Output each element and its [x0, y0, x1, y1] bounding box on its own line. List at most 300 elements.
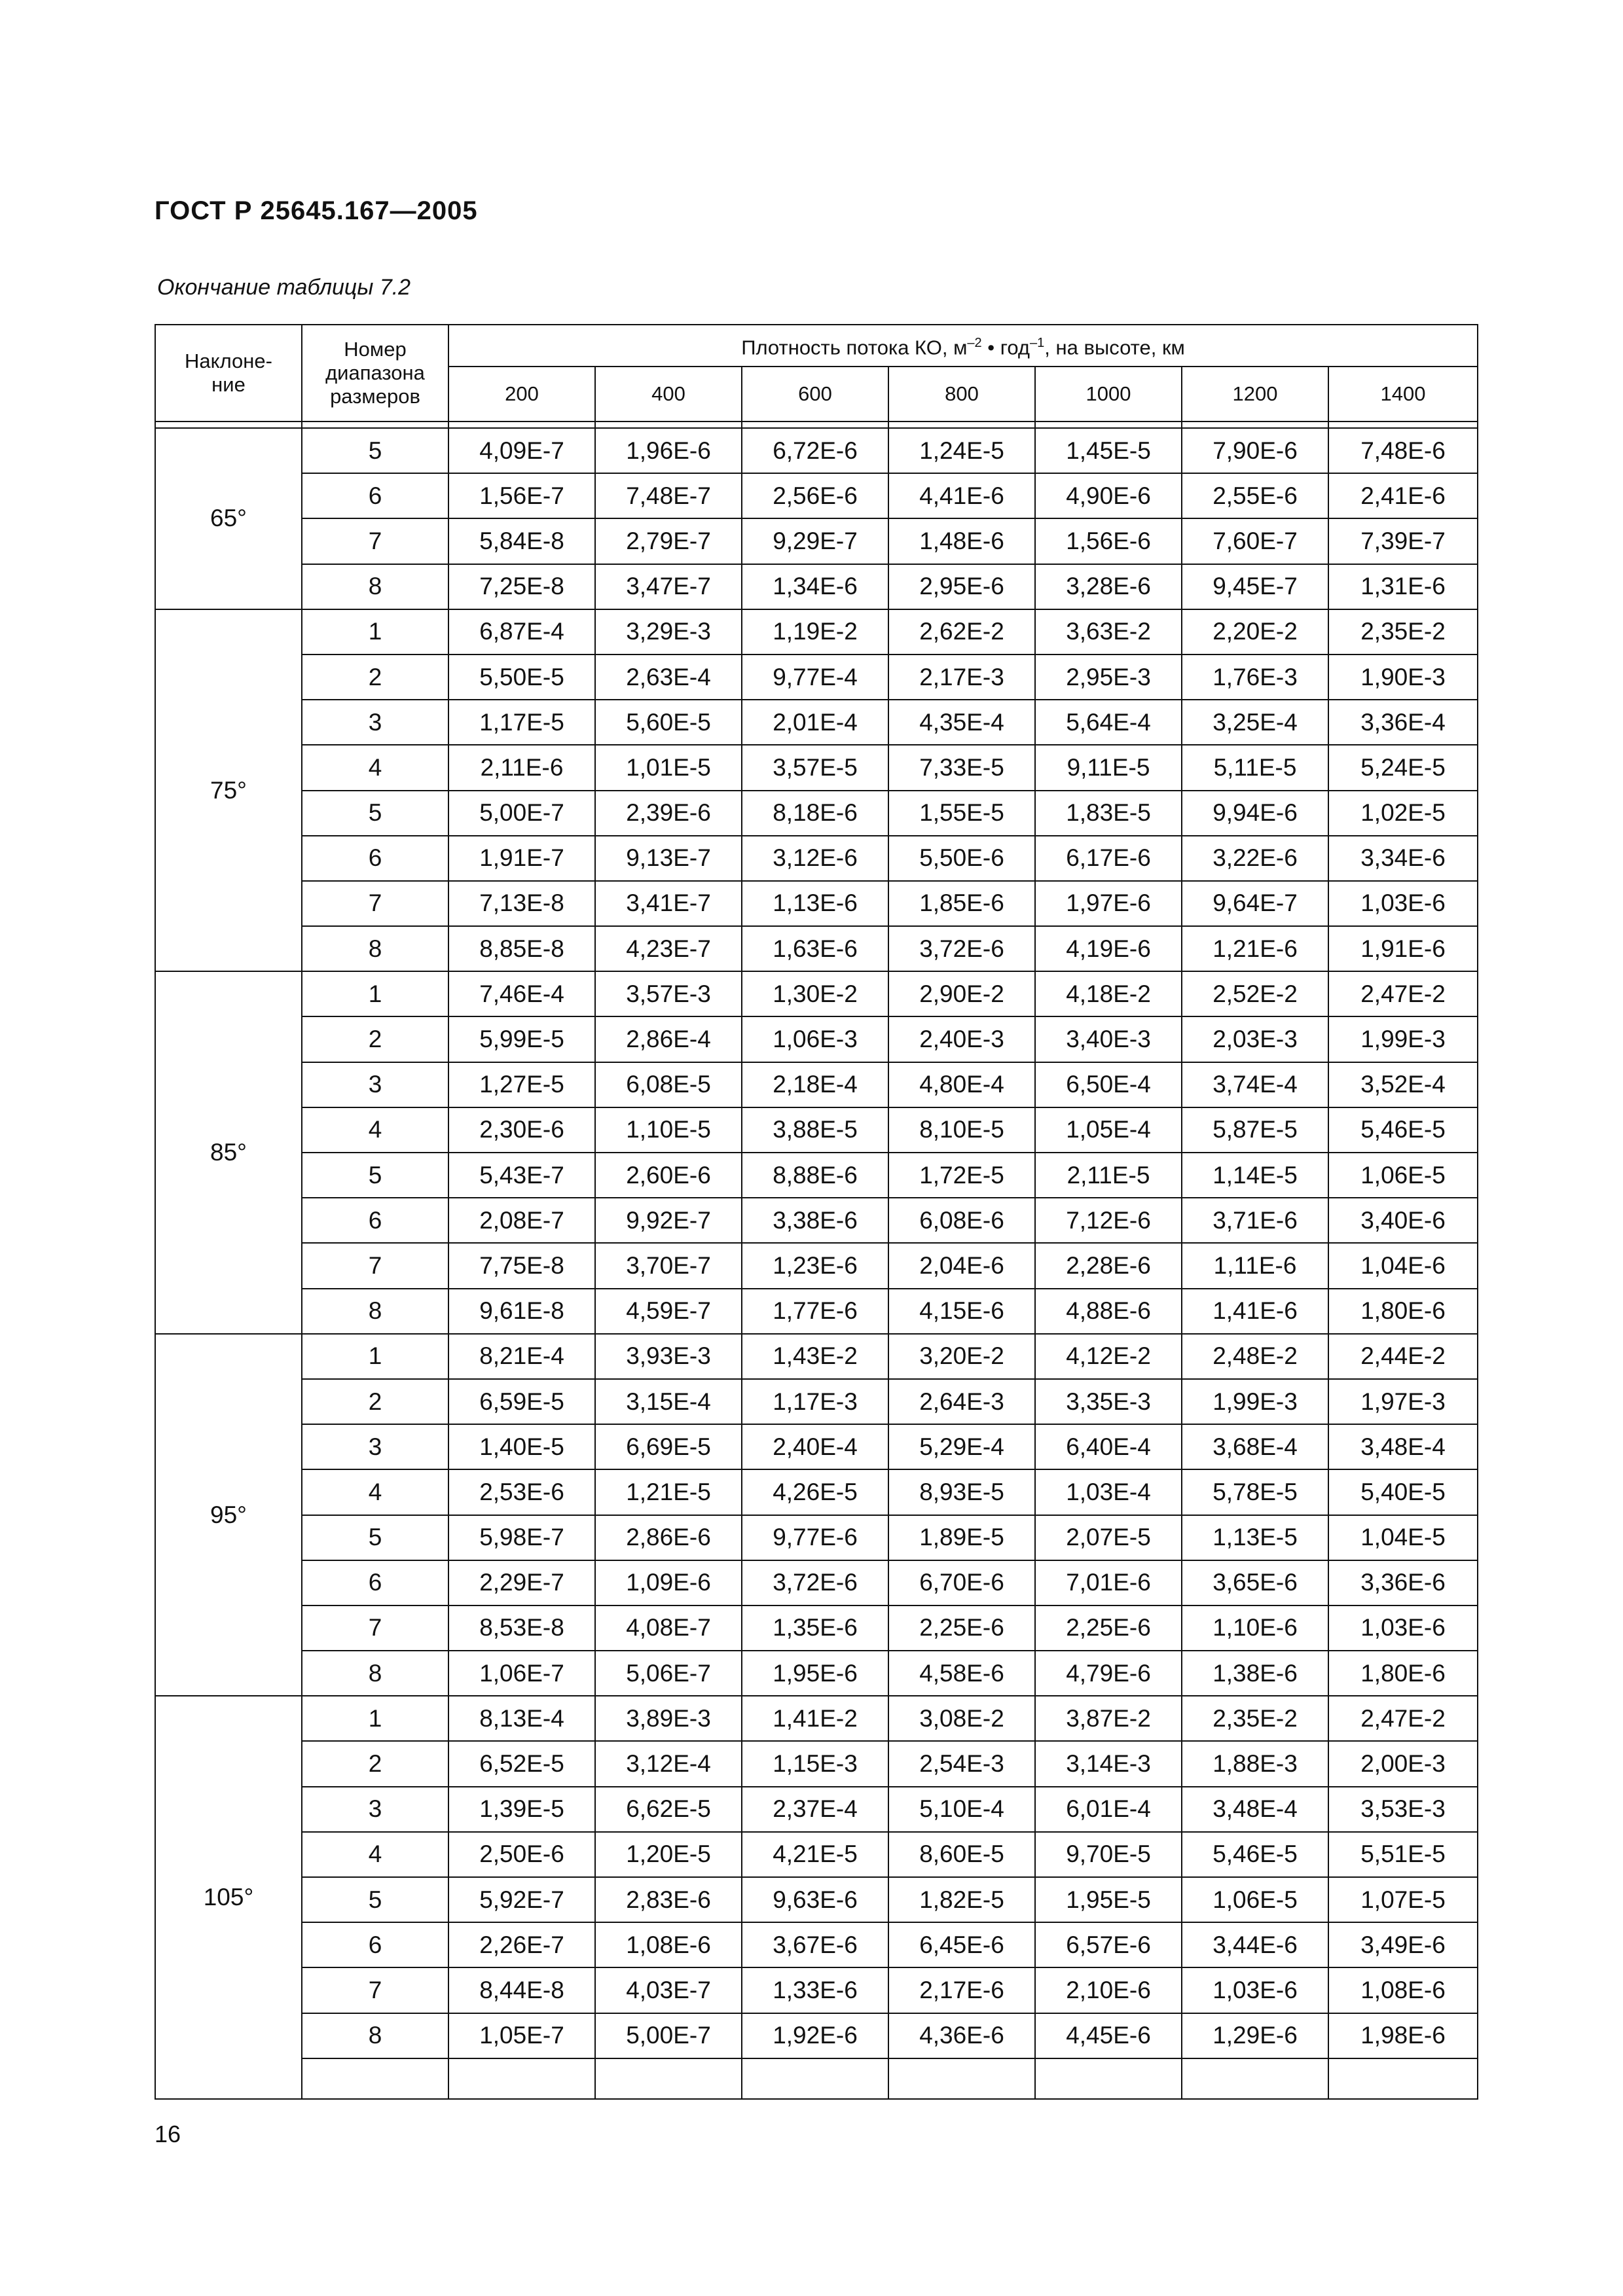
table-row — [155, 1787, 1478, 1832]
height-header: 1200 — [1182, 367, 1328, 422]
flux-value-cell: 4,26E-5 — [742, 1469, 888, 1515]
flux-value-cell: 7,48E-7 — [595, 473, 742, 518]
table-row — [155, 1243, 1478, 1288]
flux-value-cell: 3,47E-7 — [595, 564, 742, 609]
flux-value-cell: 2,17E-6 — [888, 1967, 1035, 2013]
flux-value-cell: 1,90E-3 — [1328, 655, 1478, 700]
table-row — [155, 700, 1478, 745]
flux-value-cell: 1,77E-6 — [742, 1289, 888, 1334]
flux-value-cell: 1,30E-2 — [742, 971, 888, 1016]
empty-cell — [1182, 2058, 1328, 2099]
flux-value-cell: 2,53E-6 — [448, 1469, 595, 1515]
flux-value-cell: 9,11E-5 — [1035, 745, 1182, 790]
size-range-cell: 3 — [302, 1787, 448, 1832]
flux-value-cell: 3,12E-4 — [595, 1741, 742, 1786]
flux-value-cell: 3,72E-6 — [888, 926, 1035, 971]
flux-value-cell: 4,12E-2 — [1035, 1334, 1182, 1379]
flux-value-cell: 1,11E-6 — [1182, 1243, 1328, 1288]
size-range-cell: 4 — [302, 1107, 448, 1153]
size-range-cell: 8 — [302, 1651, 448, 1696]
flux-value-cell: 7,33E-5 — [888, 745, 1035, 790]
flux-value-cell: 4,58E-6 — [888, 1651, 1035, 1696]
size-range-cell: 4 — [302, 745, 448, 790]
table-row — [155, 745, 1478, 790]
flux-value-cell: 8,60E-5 — [888, 1832, 1035, 1877]
flux-value-cell: 9,45E-7 — [1182, 564, 1328, 609]
flux-value-cell: 6,52E-5 — [448, 1741, 595, 1786]
flux-value-cell: 8,53E-8 — [448, 1605, 595, 1651]
flux-value-cell: 3,25E-4 — [1182, 700, 1328, 745]
flux-value-cell: 1,48E-6 — [888, 518, 1035, 564]
flux-density-table — [155, 324, 1478, 2100]
inclination-cell: 105° — [155, 1696, 302, 2099]
flux-value-cell: 1,06E-3 — [742, 1016, 888, 1062]
flux-density-header — [448, 325, 1478, 367]
flux-value-cell: 9,77E-6 — [742, 1515, 888, 1560]
flux-value-cell: 2,25E-6 — [888, 1605, 1035, 1651]
flux-value-cell: 7,75E-8 — [448, 1243, 595, 1288]
size-range-cell: 3 — [302, 700, 448, 745]
table-row — [155, 1016, 1478, 1062]
flux-value-cell: 4,36E-6 — [888, 2013, 1035, 2058]
inclination-cell: 95° — [155, 1334, 302, 1696]
table-row — [155, 1062, 1478, 1107]
flux-value-cell: 1,04E-6 — [1328, 1243, 1478, 1288]
flux-value-cell: 3,12E-6 — [742, 836, 888, 881]
flux-value-cell: 1,03E-6 — [1328, 881, 1478, 926]
flux-value-cell: 3,88E-5 — [742, 1107, 888, 1153]
table-row — [155, 2013, 1478, 2058]
size-range-cell: 5 — [302, 1153, 448, 1198]
height-header: 800 — [888, 367, 1035, 422]
flux-value-cell: 2,52E-2 — [1182, 971, 1328, 1016]
flux-value-cell: 3,68E-4 — [1182, 1424, 1328, 1469]
flux-value-cell: 1,31E-6 — [1328, 564, 1478, 609]
flux-value-cell: 1,35E-6 — [742, 1605, 888, 1651]
flux-value-cell: 7,46E-4 — [448, 971, 595, 1016]
table-row — [155, 655, 1478, 700]
size-range-cell: 2 — [302, 655, 448, 700]
flux-value-cell: 3,28E-6 — [1035, 564, 1182, 609]
flux-value-cell: 3,93E-3 — [595, 1334, 742, 1379]
size-range-cell: 5 — [302, 428, 448, 473]
flux-value-cell: 7,60E-7 — [1182, 518, 1328, 564]
flux-value-cell: 4,18E-2 — [1035, 971, 1182, 1016]
flux-value-cell: 2,35E-2 — [1182, 1696, 1328, 1741]
flux-value-cell: 3,36E-6 — [1328, 1560, 1478, 1605]
flux-value-cell: 2,08E-7 — [448, 1198, 595, 1243]
flux-value-cell: 1,03E-6 — [1182, 1967, 1328, 2013]
flux-value-cell: 1,99E-3 — [1182, 1379, 1328, 1424]
flux-value-cell: 5,46E-5 — [1182, 1832, 1328, 1877]
flux-value-cell: 9,13E-7 — [595, 836, 742, 881]
flux-value-cell: 7,39E-7 — [1328, 518, 1478, 564]
flux-value-cell: 2,55E-6 — [1182, 473, 1328, 518]
size-range-cell: 6 — [302, 1198, 448, 1243]
table-row — [155, 1334, 1478, 1379]
inclination-column-header: Наклоне-ние — [155, 325, 302, 422]
height-header: 400 — [595, 367, 742, 422]
flux-value-cell: 2,41E-6 — [1328, 473, 1478, 518]
size-range-cell: 1 — [302, 609, 448, 655]
flux-value-cell: 9,94E-6 — [1182, 791, 1328, 836]
size-range-cell: 7 — [302, 518, 448, 564]
flux-value-cell: 3,20E-2 — [888, 1334, 1035, 1379]
flux-value-cell: 2,50E-6 — [448, 1832, 595, 1877]
flux-value-cell: 1,19E-2 — [742, 609, 888, 655]
caption-rest: таблицы 7.2 — [270, 275, 411, 300]
flux-value-cell: 1,55E-5 — [888, 791, 1035, 836]
flux-value-cell: 1,09E-6 — [595, 1560, 742, 1605]
flux-value-cell: 4,80E-4 — [888, 1062, 1035, 1107]
size-range-cell: 6 — [302, 1922, 448, 1967]
flux-value-cell: 2,11E-5 — [1035, 1153, 1182, 1198]
flux-value-cell: 2,40E-4 — [742, 1424, 888, 1469]
flux-value-cell: 1,96E-6 — [595, 428, 742, 473]
size-range-cell: 1 — [302, 1334, 448, 1379]
flux-value-cell: 5,99E-5 — [448, 1016, 595, 1062]
flux-value-cell: 2,47E-2 — [1328, 971, 1478, 1016]
table-row — [155, 1198, 1478, 1243]
size-range-cell: 8 — [302, 1289, 448, 1334]
table-row — [155, 1877, 1478, 1922]
flux-value-cell: 4,23E-7 — [595, 926, 742, 971]
flux-value-cell: 7,48E-6 — [1328, 428, 1478, 473]
flux-value-cell: 5,92E-7 — [448, 1877, 595, 1922]
flux-value-cell: 7,90E-6 — [1182, 428, 1328, 473]
flux-value-cell: 3,57E-3 — [595, 971, 742, 1016]
flux-value-cell: 4,15E-6 — [888, 1289, 1035, 1334]
flux-value-cell: 1,88E-3 — [1182, 1741, 1328, 1786]
flux-value-cell: 5,98E-7 — [448, 1515, 595, 1560]
flux-value-cell: 4,09E-7 — [448, 428, 595, 473]
size-range-cell: 3 — [302, 1424, 448, 1469]
flux-value-cell: 5,24E-5 — [1328, 745, 1478, 790]
flux-value-cell: 1,07E-5 — [1328, 1877, 1478, 1922]
flux-value-cell: 1,03E-4 — [1035, 1469, 1182, 1515]
flux-value-cell: 4,19E-6 — [1035, 926, 1182, 971]
flux-value-cell: 3,48E-4 — [1182, 1787, 1328, 1832]
flux-value-cell: 2,11E-6 — [448, 745, 595, 790]
flux-value-cell: 1,80E-6 — [1328, 1651, 1478, 1696]
flux-value-cell: 3,36E-4 — [1328, 700, 1478, 745]
flux-value-cell: 1,08E-6 — [1328, 1967, 1478, 2013]
flux-value-cell: 4,21E-5 — [742, 1832, 888, 1877]
flux-exp-a: –2 — [967, 336, 982, 351]
table-row — [155, 1967, 1478, 2013]
flux-value-cell: 4,79E-6 — [1035, 1651, 1182, 1696]
flux-value-cell: 1,24E-5 — [888, 428, 1035, 473]
flux-value-cell: 5,51E-5 — [1328, 1832, 1478, 1877]
flux-value-cell: 8,10E-5 — [888, 1107, 1035, 1153]
flux-value-cell: 5,43E-7 — [448, 1153, 595, 1198]
flux-head-c: , на высоте, км — [1044, 336, 1185, 359]
flux-value-cell: 6,08E-6 — [888, 1198, 1035, 1243]
flux-value-cell: 2,39E-6 — [595, 791, 742, 836]
size-range-cell: 7 — [302, 1243, 448, 1288]
flux-value-cell: 1,80E-6 — [1328, 1289, 1478, 1334]
empty-cell — [1328, 2058, 1478, 2099]
flux-value-cell: 1,23E-6 — [742, 1243, 888, 1288]
flux-value-cell: 1,89E-5 — [888, 1515, 1035, 1560]
size-range-cell: 5 — [302, 1877, 448, 1922]
flux-value-cell: 2,95E-3 — [1035, 655, 1182, 700]
empty-cell — [448, 2058, 595, 2099]
flux-value-cell: 1,27E-5 — [448, 1062, 595, 1107]
flux-value-cell: 4,88E-6 — [1035, 1289, 1182, 1334]
flux-value-cell: 1,43E-2 — [742, 1334, 888, 1379]
flux-value-cell: 3,29E-3 — [595, 609, 742, 655]
flux-value-cell: 3,08E-2 — [888, 1696, 1035, 1741]
flux-value-cell: 1,45E-5 — [1035, 428, 1182, 473]
size-range-cell: 7 — [302, 881, 448, 926]
height-header: 200 — [448, 367, 595, 422]
table-row — [155, 1741, 1478, 1786]
table-row — [155, 1289, 1478, 1334]
flux-value-cell: 2,60E-6 — [595, 1153, 742, 1198]
flux-value-cell: 2,20E-2 — [1182, 609, 1328, 655]
flux-value-cell: 3,63E-2 — [1035, 609, 1182, 655]
flux-value-cell: 1,13E-6 — [742, 881, 888, 926]
flux-value-cell: 3,87E-2 — [1035, 1696, 1182, 1741]
flux-value-cell: 2,47E-2 — [1328, 1696, 1478, 1741]
flux-value-cell: 6,45E-6 — [888, 1922, 1035, 1967]
size-range-cell: 2 — [302, 1379, 448, 1424]
flux-value-cell: 3,38E-6 — [742, 1198, 888, 1243]
flux-value-cell: 3,40E-3 — [1035, 1016, 1182, 1062]
flux-value-cell: 2,17E-3 — [888, 655, 1035, 700]
flux-value-cell: 9,61E-8 — [448, 1289, 595, 1334]
flux-value-cell: 2,03E-3 — [1182, 1016, 1328, 1062]
flux-value-cell: 1,13E-5 — [1182, 1515, 1328, 1560]
flux-value-cell: 2,28E-6 — [1035, 1243, 1182, 1288]
flux-value-cell: 2,10E-6 — [1035, 1967, 1182, 2013]
flux-value-cell: 8,13E-4 — [448, 1696, 595, 1741]
height-header: 1400 — [1328, 367, 1478, 422]
flux-value-cell: 2,29E-7 — [448, 1560, 595, 1605]
flux-value-cell: 5,00E-7 — [595, 2013, 742, 2058]
flux-value-cell: 3,41E-7 — [595, 881, 742, 926]
height-header: 600 — [742, 367, 888, 422]
flux-value-cell: 2,35E-2 — [1328, 609, 1478, 655]
size-range-cell: 2 — [302, 1741, 448, 1786]
flux-value-cell: 5,60E-5 — [595, 700, 742, 745]
flux-value-cell: 2,56E-6 — [742, 473, 888, 518]
flux-value-cell: 5,29E-4 — [888, 1424, 1035, 1469]
flux-value-cell: 5,00E-7 — [448, 791, 595, 836]
flux-value-cell: 1,10E-6 — [1182, 1605, 1328, 1651]
flux-head-b: • год — [981, 336, 1030, 359]
flux-value-cell: 1,05E-7 — [448, 2013, 595, 2058]
flux-value-cell: 1,14E-5 — [1182, 1153, 1328, 1198]
flux-value-cell: 3,57E-5 — [742, 745, 888, 790]
size-range-cell: 5 — [302, 791, 448, 836]
table-row — [155, 1469, 1478, 1515]
flux-value-cell: 3,89E-3 — [595, 1696, 742, 1741]
flux-value-cell: 3,65E-6 — [1182, 1560, 1328, 1605]
table-body — [155, 422, 1478, 2099]
flux-value-cell: 2,86E-6 — [595, 1515, 742, 1560]
table-row — [155, 1651, 1478, 1696]
flux-value-cell: 2,44E-2 — [1328, 1334, 1478, 1379]
flux-value-cell: 3,70E-7 — [595, 1243, 742, 1288]
size-range-cell: 6 — [302, 836, 448, 881]
flux-value-cell: 5,10E-4 — [888, 1787, 1035, 1832]
table-row — [155, 1832, 1478, 1877]
flux-value-cell: 1,95E-5 — [1035, 1877, 1182, 1922]
flux-value-cell: 5,50E-5 — [448, 655, 595, 700]
table-row — [155, 473, 1478, 518]
flux-value-cell: 4,59E-7 — [595, 1289, 742, 1334]
flux-value-cell: 1,05E-4 — [1035, 1107, 1182, 1153]
table-caption — [157, 275, 410, 300]
flux-value-cell: 1,29E-6 — [1182, 2013, 1328, 2058]
size-range-cell: 5 — [302, 1515, 448, 1560]
header-separator — [155, 422, 1478, 428]
flux-value-cell: 4,90E-6 — [1035, 473, 1182, 518]
flux-value-cell: 1,82E-5 — [888, 1877, 1035, 1922]
table-row — [155, 791, 1478, 836]
flux-value-cell: 3,67E-6 — [742, 1922, 888, 1967]
table-row — [155, 1922, 1478, 1967]
flux-value-cell: 4,41E-6 — [888, 473, 1035, 518]
flux-value-cell: 3,72E-6 — [742, 1560, 888, 1605]
flux-value-cell: 6,70E-6 — [888, 1560, 1035, 1605]
size-range-cell: 2 — [302, 1016, 448, 1062]
flux-value-cell: 6,40E-4 — [1035, 1424, 1182, 1469]
flux-value-cell: 3,52E-4 — [1328, 1062, 1478, 1107]
flux-value-cell: 1,15E-3 — [742, 1741, 888, 1786]
flux-value-cell: 3,22E-6 — [1182, 836, 1328, 881]
flux-value-cell: 6,17E-6 — [1035, 836, 1182, 881]
flux-value-cell: 1,21E-5 — [595, 1469, 742, 1515]
flux-value-cell: 3,74E-4 — [1182, 1062, 1328, 1107]
flux-value-cell: 1,97E-3 — [1328, 1379, 1478, 1424]
flux-value-cell: 9,77E-4 — [742, 655, 888, 700]
flux-value-cell: 1,06E-5 — [1182, 1877, 1328, 1922]
flux-value-cell: 6,72E-6 — [742, 428, 888, 473]
size-range-cell: 6 — [302, 1560, 448, 1605]
flux-value-cell: 1,91E-7 — [448, 836, 595, 881]
table-row — [155, 881, 1478, 926]
flux-value-cell: 3,15E-4 — [595, 1379, 742, 1424]
size-range-cell: 8 — [302, 926, 448, 971]
size-range-cell: 8 — [302, 2013, 448, 2058]
flux-value-cell: 2,37E-4 — [742, 1787, 888, 1832]
flux-value-cell: 4,45E-6 — [1035, 2013, 1182, 2058]
flux-value-cell: 1,34E-6 — [742, 564, 888, 609]
flux-value-cell: 2,25E-6 — [1035, 1605, 1182, 1651]
flux-value-cell: 2,18E-4 — [742, 1062, 888, 1107]
flux-value-cell: 4,35E-4 — [888, 700, 1035, 745]
flux-value-cell: 1,98E-6 — [1328, 2013, 1478, 2058]
size-range-cell: 8 — [302, 564, 448, 609]
size-range-cell: 6 — [302, 473, 448, 518]
flux-value-cell: 6,01E-4 — [1035, 1787, 1182, 1832]
flux-value-cell: 1,17E-5 — [448, 700, 595, 745]
flux-value-cell: 8,21E-4 — [448, 1334, 595, 1379]
flux-value-cell: 1,02E-5 — [1328, 791, 1478, 836]
flux-value-cell: 9,64E-7 — [1182, 881, 1328, 926]
size-range-cell: 3 — [302, 1062, 448, 1107]
flux-value-cell: 9,70E-5 — [1035, 1832, 1182, 1877]
flux-value-cell: 3,48E-4 — [1328, 1424, 1478, 1469]
flux-value-cell: 9,63E-6 — [742, 1877, 888, 1922]
flux-value-cell: 1,83E-5 — [1035, 791, 1182, 836]
inclination-cell: 85° — [155, 971, 302, 1334]
flux-value-cell: 2,63E-4 — [595, 655, 742, 700]
document-header: ГОСТ Р 25645.167—2005 — [155, 196, 478, 225]
flux-value-cell: 3,49E-6 — [1328, 1922, 1478, 1967]
flux-value-cell: 2,90E-2 — [888, 971, 1035, 1016]
flux-value-cell: 2,48E-2 — [1182, 1334, 1328, 1379]
flux-value-cell: 7,25E-8 — [448, 564, 595, 609]
table-row — [155, 428, 1478, 473]
flux-value-cell: 3,44E-6 — [1182, 1922, 1328, 1967]
empty-cell — [742, 2058, 888, 2099]
flux-value-cell: 1,17E-3 — [742, 1379, 888, 1424]
flux-value-cell: 5,06E-7 — [595, 1651, 742, 1696]
table-row — [155, 1153, 1478, 1198]
flux-value-cell: 1,72E-5 — [888, 1153, 1035, 1198]
flux-value-cell: 2,86E-4 — [595, 1016, 742, 1062]
flux-value-cell: 1,04E-5 — [1328, 1515, 1478, 1560]
flux-value-cell: 6,50E-4 — [1035, 1062, 1182, 1107]
table-row — [155, 971, 1478, 1016]
flux-value-cell: 2,79E-7 — [595, 518, 742, 564]
page-number: 16 — [155, 2121, 181, 2147]
flux-value-cell: 6,08E-5 — [595, 1062, 742, 1107]
flux-value-cell: 7,13E-8 — [448, 881, 595, 926]
table-tail-space — [155, 2058, 1478, 2099]
flux-value-cell: 3,35E-3 — [1035, 1379, 1182, 1424]
flux-value-cell: 2,40E-3 — [888, 1016, 1035, 1062]
caption-prefix: Окончание — [157, 275, 271, 300]
flux-value-cell: 5,78E-5 — [1182, 1469, 1328, 1515]
flux-value-cell: 1,06E-5 — [1328, 1153, 1478, 1198]
flux-value-cell: 1,41E-2 — [742, 1696, 888, 1741]
table-row — [155, 1515, 1478, 1560]
empty-cell — [595, 2058, 742, 2099]
flux-value-cell: 1,56E-7 — [448, 473, 595, 518]
flux-value-cell: 5,87E-5 — [1182, 1107, 1328, 1153]
size-range-cell: 7 — [302, 1605, 448, 1651]
height-header: 1000 — [1035, 367, 1182, 422]
size-range-cell: 4 — [302, 1832, 448, 1877]
empty-cell — [302, 2058, 448, 2099]
table-row — [155, 1107, 1478, 1153]
table-row — [155, 1424, 1478, 1469]
flux-value-cell: 4,08E-7 — [595, 1605, 742, 1651]
flux-value-cell: 8,88E-6 — [742, 1153, 888, 1198]
flux-value-cell: 6,57E-6 — [1035, 1922, 1182, 1967]
table-row — [155, 609, 1478, 655]
flux-value-cell: 1,92E-6 — [742, 2013, 888, 2058]
flux-value-cell: 1,01E-5 — [595, 745, 742, 790]
empty-cell — [888, 2058, 1035, 2099]
flux-head-a: Плотность потока КО, м — [741, 336, 968, 359]
flux-exp-b: –1 — [1030, 336, 1045, 351]
flux-value-cell: 1,20E-5 — [595, 1832, 742, 1877]
flux-value-cell: 1,08E-6 — [595, 1922, 742, 1967]
flux-value-cell: 1,56E-6 — [1035, 518, 1182, 564]
flux-value-cell: 5,46E-5 — [1328, 1107, 1478, 1153]
table-row — [155, 1560, 1478, 1605]
flux-value-cell: 2,26E-7 — [448, 1922, 595, 1967]
flux-value-cell: 1,33E-6 — [742, 1967, 888, 2013]
size-range-column-header: Номер диапазона размеров — [302, 325, 448, 422]
flux-value-cell: 9,29E-7 — [742, 518, 888, 564]
